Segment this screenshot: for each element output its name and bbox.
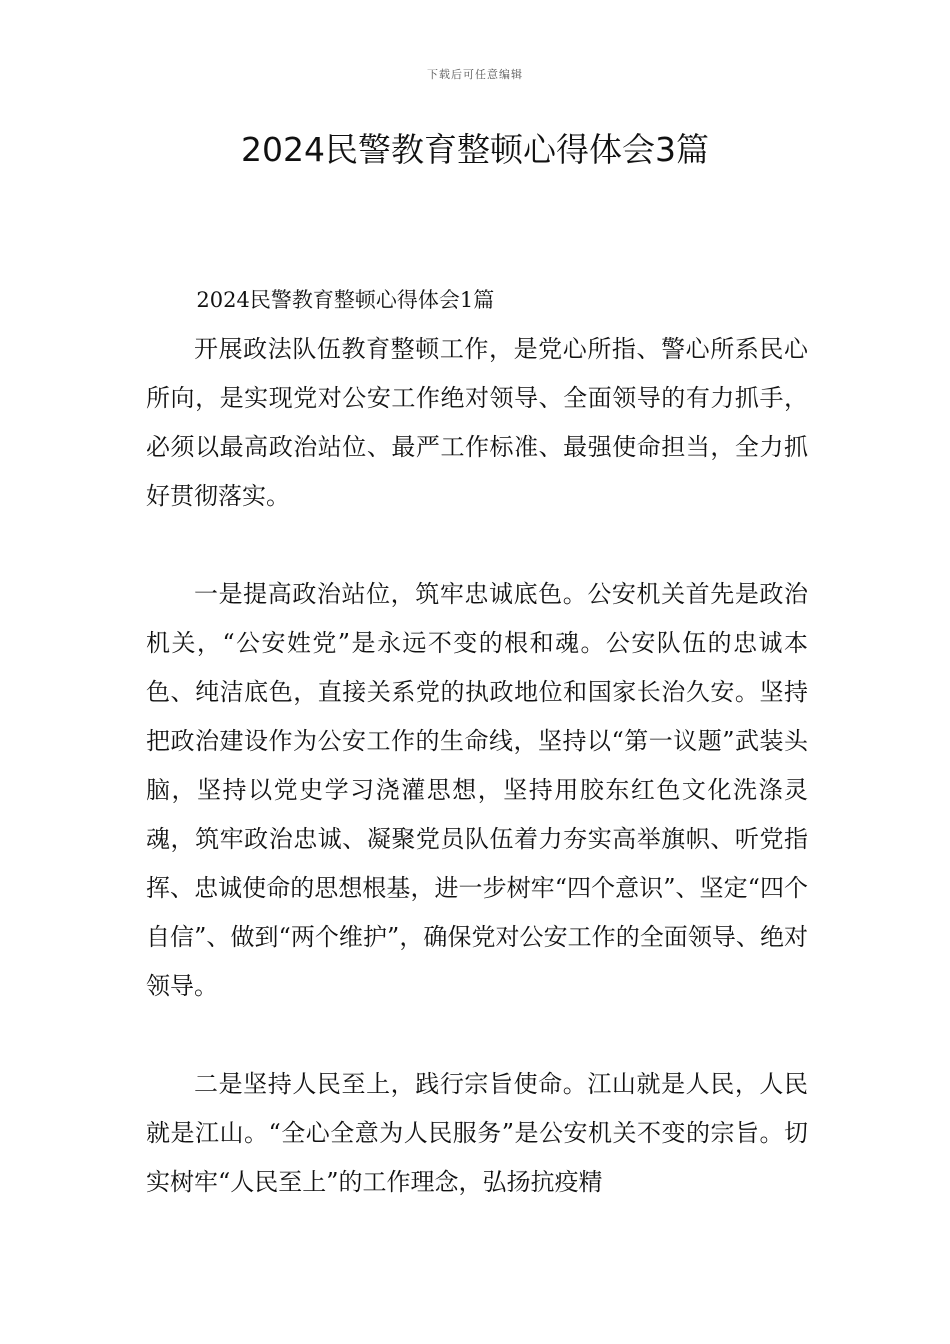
paragraph-point-two: 二是坚持人民至上，践行宗旨使命。江山就是人民，人民就是江山。“全心全意为人民服务”是公安机关不变的宗旨。切实树牢“人民至上”的工作理念，弘扬抗疫精: [146, 1070, 808, 1196]
document-body: [146, 276, 808, 1207]
paragraph-gap: [146, 1011, 808, 1060]
paragraph-point-one: 一是提高政治站位，筑牢忠诚底色。公安机关首先是政治机关，“公安姓党”是永远不变的根和魂。公安队伍的忠诚本色、纯洁底色，直接关系党的执政地位和国家长治久安。坚持把政治建设作为公安工作的生命线，坚持以“第一议题”武装头脑，坚持以党史学习浇灌思想，坚持用胶东红色文化洗涤灵魂，筑牢政治忠诚、凝聚党员队伍着力夯实高举旗帜、听党指挥、忠诚使命的思想根基，进一步树牢“四个意识”、坚定“四个自信”、做到“两个维护”，确保党对公安工作的全面领导、绝对领导。: [146, 580, 808, 1000]
section-heading: 2024民警教育整顿心得体会1篇: [196, 288, 495, 312]
paragraph-intro: 开展政法队伍教育整顿工作，是党心所指、警心所系民心所向，是实现党对公安工作绝对领导、全面领导的有力抓手，必须以最高政治站位、最严工作标准、最强使命担当，全力抓好贯彻落实。: [146, 335, 808, 510]
header-note: 下载后可任意编辑: [427, 68, 523, 81]
paragraph-gap: [146, 521, 808, 570]
document-title: 2024民警教育整顿心得体会3篇: [241, 130, 709, 169]
